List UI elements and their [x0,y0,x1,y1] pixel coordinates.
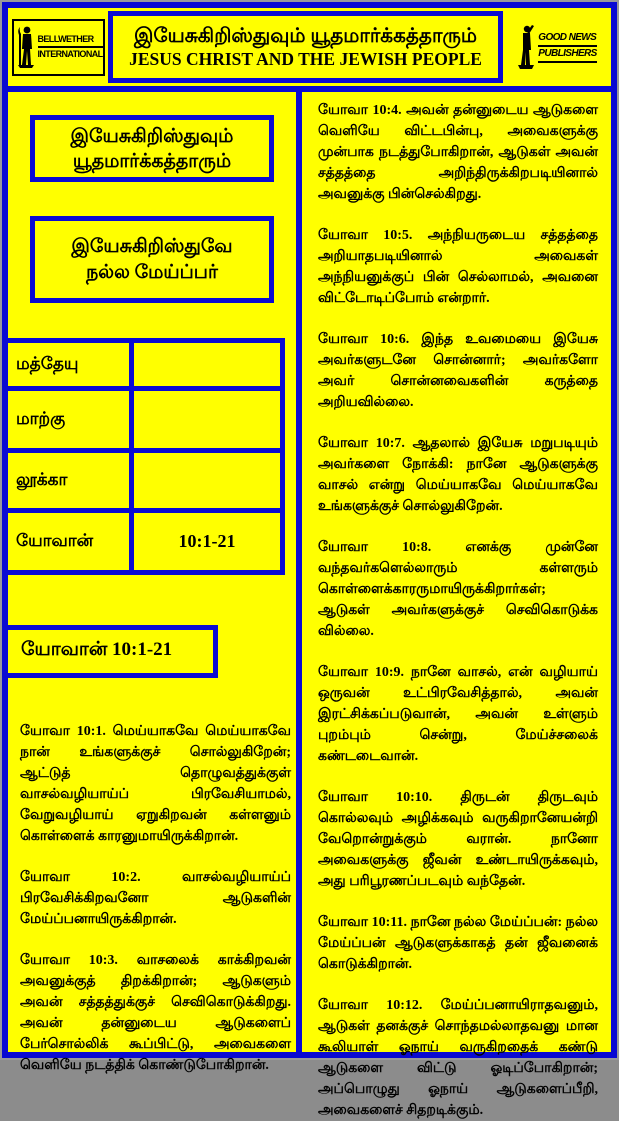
row-value-john: 10:1-21 [178,531,236,551]
title-box2-line2: நல்ல மேய்ப்பர் [86,262,218,283]
verse-john-10-11: யோவா 10:11. நானே நல்ல மேய்ப்பன்: நல்ல மேய்ப்பன் ஆடுகளுக்காகத் தன் ஜீவனைக் கொடுக்கிறான். [318,915,598,972]
header-title-box [108,11,503,83]
bellwether-logo [12,19,105,76]
gospel-reference-table [8,338,285,575]
row-value-mark [134,391,280,448]
row-label-john: யோவான் [8,513,134,570]
goodnews-line1: GOOD NEWS [538,32,596,47]
page-frame [2,2,617,1118]
verse-john-10-5: யோவா 10:5. அந்நியருடைய சத்தத்தை அறியாதபடியினால் அவைகள் அந்நியனுக்குப் பின் செல்லாமல், அவனை விட்டோடிப்போம் என்றார். [318,228,598,306]
verse-john-10-4: யோவா 10:4. அவன் தன்னுடைய ஆடுகளை வெளியே விட்டபின்பு, அவைகளுக்கு முன்பாக நடத்துபோகிறான், ஆடுகள் அவன் சத்தத்தை அறிந்திருக்கிறபடியினால் அவனுக்கு பின்செல்கிறது. [318,103,598,202]
content-columns [8,92,611,1118]
row-label-luke: லூக்கா [8,453,134,508]
title-box1-line2: யூதமார்க்கத்தாரும் [72,151,232,172]
page-title-tamil: இயேசுகிறிஸ்துவும் யூதமார்க்கத்தாரும் [133,25,478,47]
table-row-matthew [8,343,280,391]
right-column [302,92,611,1118]
verse-john-10-2: யோவா 10:2. வாசல்வழியாய்ப் பிரவேசிக்கிறவனோ ஆடுகளின் மேய்ப்பனாயிருக்கிறான். [20,870,291,927]
table-row-luke [8,453,280,513]
title-box2-line1: இயேசுகிறிஸ்துவே [71,236,233,257]
herald-figure-icon [517,23,536,71]
title-box-good-shepherd [30,216,274,303]
table-row-mark [8,391,280,453]
verse-john-10-8: யோவா 10:8. எனக்கு முன்னே வந்தவர்களெல்லாரும் கள்ளரும் கொள்ளைக்காரருமாயிருக்கிறார்கள்; ஆடுகள் அவர்களுக்குச் செவிகொடுக்க வில்லை. [318,540,598,639]
verse-john-10-7: யோவா 10:7. ஆதலால் இயேசு மறுபடியும் அவர்களை நோக்கி: நானே ஆடுகளுக்கு வாசல் என்று மெய்யாகவே மெய்யாகவே உங்களுக்குச் சொல்லுகிறேன். [318,436,598,514]
bellwether-line2: INTERNATIONAL [37,49,103,59]
title-box1-line1: இயேசுகிறிஸ்துவும் [70,126,234,147]
page-title-english: JESUS CHRIST AND THE JEWISH PEOPLE [129,49,482,69]
bellwether-line1: BELLWETHER [38,34,103,48]
verse-john-10-1: யோவா 10:1. மெய்யாகவே மெய்யாகவே நான் உங்களுக்குச் சொல்லுகிறேன்; ஆட்டுத் தொழுவத்துக்குள் வாசல்வழியாய்ப் பிரவேசியாமல், வேறுவழியாய் ஏறுகிறவன் கள்ளனும் கொள்ளைக் காரனுமாயிருக்கிறான். [20,724,291,844]
section-title-john-10-1-21: யோவான் 10:1-21 [8,625,218,678]
bellwether-logo-text [38,34,103,60]
table-row-john [8,513,280,575]
header-left-cell [8,8,108,86]
shepherd-figure-icon [18,25,35,69]
title-box-jesus-and-jewish-people [30,115,274,182]
goodnews-logo-text [538,32,596,63]
goodnews-line2: PUBLISHERS [538,48,596,63]
row-label-matthew: மத்தேயு [8,343,134,386]
row-value-luke [134,453,280,508]
header-right-cell [503,8,611,86]
left-column-verses [20,721,291,1076]
header [8,8,611,92]
verse-john-10-6: யோவா 10:6. இந்த உவமையை இயேசு அவர்களுடனே சொன்னார்; அவர்களோ அவர் சொன்னவைகளின் கருத்தை அறியவில்லை. [318,332,598,410]
left-column [8,92,302,1073]
verse-john-10-10: யோவா 10:10. திருடன் திருடவும் கொல்லவும் அழிக்கவும் வருகிறானேயன்றி வேறொன்றுக்கும் வரான். நானோ அவைகளுக்கு ஜீவன் உண்டாயிருக்கவும், அது பரிபூரணப்படவும் வந்தேன். [318,790,598,889]
row-value-matthew [134,343,280,386]
verse-john-10-3: யோவா 10:3. வாசலைக் காக்கிறவன் அவனுக்குத் திறக்கிறான்; ஆடுகளும் அவன் சத்தத்துக்குச் செவிகொடுக்கிறது. அவன் தன்னுடைய ஆடுகளைப் பேர்சொல்லிக் கூப்பிட்டு, அவைகளை வெளியே நடத்திக் கொண்டுபோகிறான். [20,953,291,1073]
verse-john-10-12: யோவா 10:12. மேய்ப்பனாயிராதவனும், ஆடுகள் தனக்குச் சொந்தமல்லாதவனு மான கூலியாள் ஓநாய் வருகிறதைக் கண்டு ஆடுகளை விட்டு ஓடிப்போகிறான்; அப்பொழுது ஓநாய் ஆடுகளைப்பீறி, அவைகளைச் சிதறடிக்கும். [318,998,598,1118]
verse-john-10-9: யோவா 10:9. நானே வாசல், என் வழியாய் ஒருவன் உட்பிரவேசித்தால், அவன் இரட்சிக்கப்படுவான், அவன் உள்ளும் புறம்பும் சென்று, மேய்ச்சலைக் கண்டடைவான். [318,665,598,764]
row-label-mark: மாற்கு [8,391,134,448]
